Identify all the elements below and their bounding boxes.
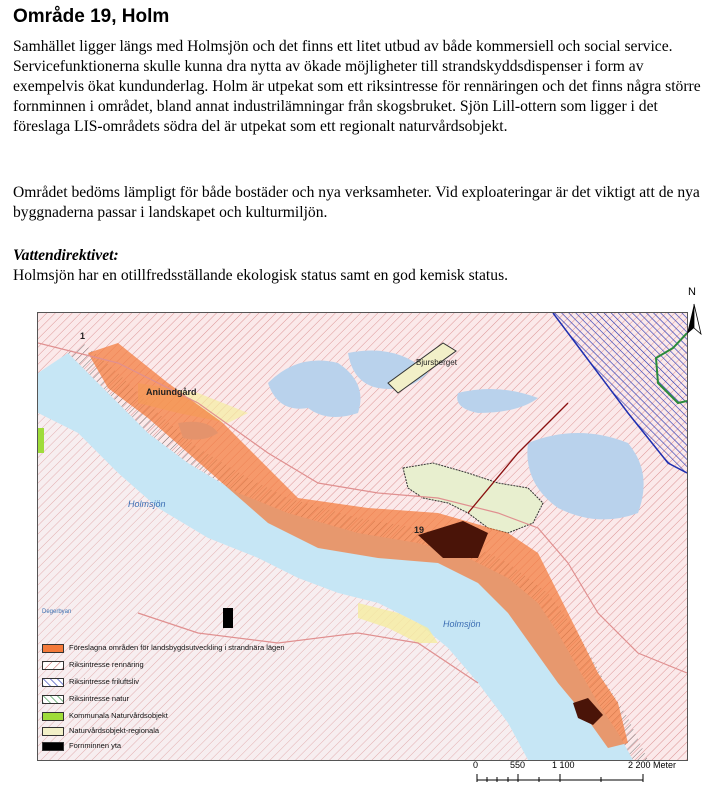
legend-label: Riksintresse rennäring: [69, 660, 144, 669]
page-title: Område 19, Holm: [13, 6, 170, 27]
assessment-paragraph: Området bedöms lämpligt för både bostäder och nya verksamheter. Vid exploateringar är det viktigt att de nya byggnaderna passar i landskapet och kulturmiljön.: [13, 184, 700, 221]
scale-bar: [470, 760, 686, 790]
label-holmsjon-left: Holmsjön: [128, 499, 166, 509]
label-marker-1: 1: [80, 331, 86, 341]
north-label: N: [688, 286, 696, 298]
scale-tick-2: 1 100: [552, 760, 575, 770]
legend-swatch-rennaring: [42, 661, 64, 670]
intro-paragraph: Samhället ligger längs med Holmsjön och det finns ett litet utbud av både kommersiell och social service. Servicefunktionerna skulle kunna dra nytta av ökade möjligheter till strandskyddsdispenser i form av exempelvis ökat kundunderlag. Holm är utpekat som ett riksintresse för rennäringen och det finns några större fornminnen i området, bland annat industrilämningar från skogsbruket. Sjön Lill-ottern som ligger i det föreslaga LIS-områdets södra del är utpekat som ett regionalt naturvårdsobjekt.: [13, 38, 701, 135]
section-heading: Vattendirektivet:: [13, 247, 119, 264]
legend-swatch-fornminnen: [42, 742, 64, 751]
scale-tick-3: 2 200 Meter: [628, 760, 677, 770]
legend-label: Föreslagna områden för landsbygdsutveckling i strandnära lägen: [69, 643, 285, 652]
legend-label: Riksintresse natur: [69, 694, 130, 703]
label-aniundgard: Aniundgård: [146, 387, 197, 397]
legend-label: Naturvårdsobjekt-regionala: [69, 726, 160, 735]
legend-label: Kommunala Naturvårdsobjekt: [69, 711, 168, 720]
scale-tick-1: 550: [510, 760, 526, 770]
legend-swatch-friluftsliv: [42, 678, 64, 687]
fornminne-black: [223, 608, 233, 628]
scale-tick-0: 0: [473, 760, 479, 770]
legend-swatch-lis: [42, 644, 64, 653]
legend-swatch-kommunala: [42, 712, 64, 721]
legend-swatch-natur: [42, 695, 64, 704]
scale-graphic: [470, 772, 686, 786]
map-canvas: [38, 313, 687, 760]
water-directive-text: Holmsjön har en otillfredsställande ekologisk status samt en god kemisk status.: [13, 267, 509, 284]
legend-label: Riksintresse friluftsliv: [69, 677, 140, 686]
label-degerbyan: Degerbyan: [42, 609, 72, 615]
label-holmsjon-right: Holmsjön: [443, 619, 481, 629]
label-area-number: 19: [414, 525, 425, 535]
map-frame: [37, 312, 688, 761]
legend-swatch-regionala: [42, 727, 64, 736]
label-bjursberget: Bjursberget: [416, 358, 457, 367]
legend-label: Fornminnen yta: [69, 741, 122, 750]
kommunala-object: [38, 428, 44, 453]
